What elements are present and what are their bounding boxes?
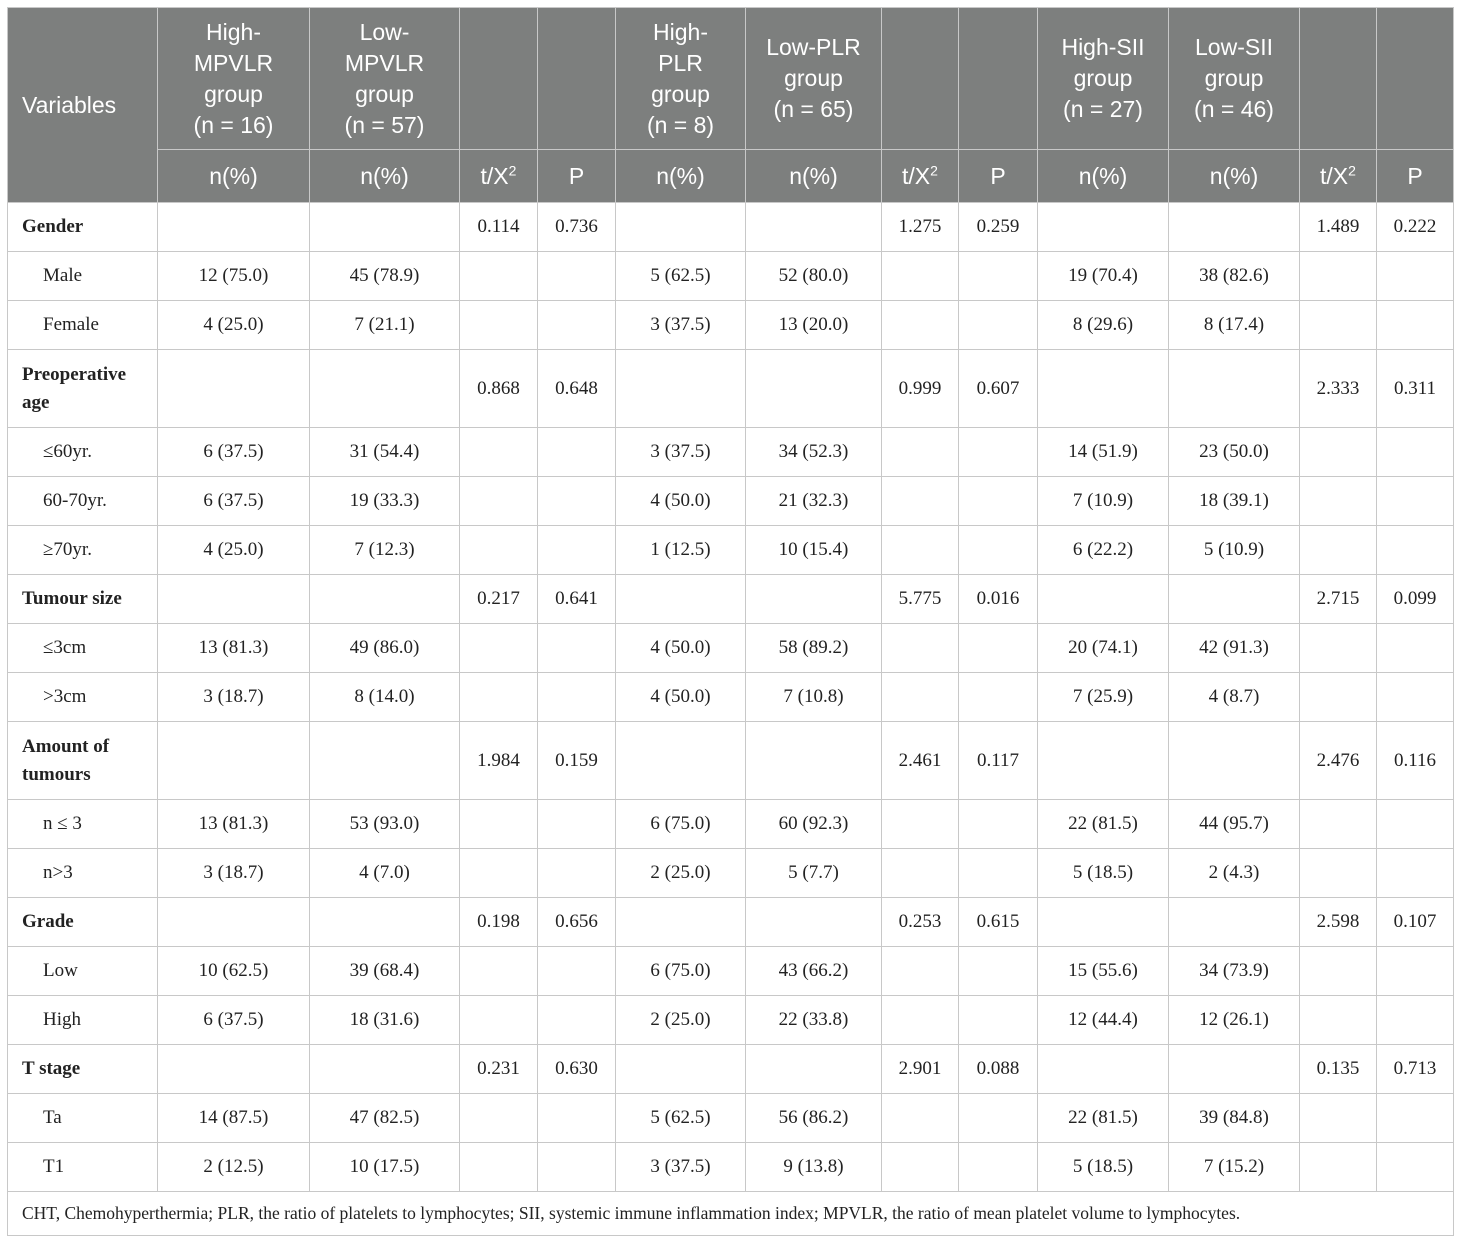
table-cell: 5 (62.5) [616,1094,746,1143]
table-cell: 2 (25.0) [616,849,746,898]
table-cell [1377,624,1454,673]
table-cell: 3 (37.5) [616,428,746,477]
category-row [8,722,1454,800]
table-cell [538,252,616,301]
table-cell: 0.016 [959,575,1038,624]
table-cell [746,350,882,428]
table-cell: 5 (62.5) [616,252,746,301]
table-cell: 13 (20.0) [746,301,882,350]
table-cell [616,1045,746,1094]
empty-header-cell [1377,8,1454,150]
table-cell [538,800,616,849]
table-cell [959,477,1038,526]
subcategory-label: High [8,996,158,1045]
table-cell [158,898,310,947]
category-row [8,350,1454,428]
t-chi-header: $t/X^2$ [882,150,959,203]
table-cell: 2.333 [1300,350,1377,428]
table-cell [746,203,882,252]
table-cell: 56 (86.2) [746,1094,882,1143]
table-cell: 0.117 [959,722,1038,800]
table-cell [959,673,1038,722]
table-cell [959,849,1038,898]
table-cell [1377,252,1454,301]
table-cell: 12 (26.1) [1169,996,1300,1045]
subcategory-label: Male [8,252,158,301]
table-cell: 1.275 [882,203,959,252]
table-cell: 8 (17.4) [1169,301,1300,350]
variable-label: Preoperative age [8,350,158,428]
table-cell [460,526,538,575]
table-cell: 4 (8.7) [1169,673,1300,722]
table-cell [882,1143,959,1192]
table-cell [538,947,616,996]
variable-label: Gender [8,203,158,252]
table-cell [1300,996,1377,1045]
subcategory-label: Ta [8,1094,158,1143]
table-cell [882,673,959,722]
table-cell [460,624,538,673]
table-cell [310,203,460,252]
n-pct-header: n(%) [746,150,882,203]
table-cell [1300,947,1377,996]
table-cell [959,1094,1038,1143]
table-cell [460,428,538,477]
table-cell [1377,1094,1454,1143]
table-cell: 5.775 [882,575,959,624]
table-cell [1300,673,1377,722]
table-cell [538,301,616,350]
subcategory-label: T1 [8,1143,158,1192]
table-cell: 4 (25.0) [158,526,310,575]
table-row [8,800,1454,849]
table-row [8,252,1454,301]
table-cell [1377,301,1454,350]
table-row [8,477,1454,526]
table-cell [158,203,310,252]
table-cell: 12 (75.0) [158,252,310,301]
group-header: Low- MPVLR group (n = 57) [310,8,460,150]
n-pct-header: n(%) [158,150,310,203]
table-cell: 2.715 [1300,575,1377,624]
table-cell [882,947,959,996]
table-cell [1038,350,1169,428]
table-cell [1300,477,1377,526]
table-cell [1038,1045,1169,1094]
table-cell: 4 (7.0) [310,849,460,898]
table-cell [1377,1143,1454,1192]
table-cell: 0.630 [538,1045,616,1094]
table-cell: 0.641 [538,575,616,624]
table-cell [1300,849,1377,898]
table-cell: 10 (15.4) [746,526,882,575]
table-cell: 39 (84.8) [1169,1094,1300,1143]
table-row [8,947,1454,996]
table-cell [1038,575,1169,624]
p-header: P [538,150,616,203]
table-cell: 18 (39.1) [1169,477,1300,526]
table-cell [1300,800,1377,849]
table-cell: 7 (10.9) [1038,477,1169,526]
table-cell: 2.461 [882,722,959,800]
table-cell: 15 (55.6) [1038,947,1169,996]
t-chi-header: $t/X^2$ [1300,150,1377,203]
table-row [8,624,1454,673]
table-cell [1300,252,1377,301]
table-cell: 0.736 [538,203,616,252]
table-cell: 49 (86.0) [310,624,460,673]
group-header: Low-SII group (n = 46) [1169,8,1300,150]
table-cell: 0.999 [882,350,959,428]
table-cell: 0.868 [460,350,538,428]
header-row-groups [8,8,1454,150]
table-row [8,301,1454,350]
table-cell: 18 (31.6) [310,996,460,1045]
table-cell: 0.088 [959,1045,1038,1094]
category-row [8,898,1454,947]
table-cell: 0.099 [1377,575,1454,624]
category-row [8,1045,1454,1094]
table-cell: 6 (22.2) [1038,526,1169,575]
table-cell [158,1045,310,1094]
table-cell [1377,526,1454,575]
table-cell: 0.648 [538,350,616,428]
table-cell: 10 (62.5) [158,947,310,996]
table-cell: 6 (75.0) [616,947,746,996]
subcategory-label: Low [8,947,158,996]
table-cell [1300,301,1377,350]
table-cell [1377,849,1454,898]
table-row [8,1094,1454,1143]
table-cell [158,722,310,800]
table-container [7,7,1453,1236]
table-cell [1300,428,1377,477]
table-cell: 0.222 [1377,203,1454,252]
table-cell: 12 (44.4) [1038,996,1169,1045]
table-cell [538,1143,616,1192]
table-cell: 9 (13.8) [746,1143,882,1192]
subcategory-label: >3cm [8,673,158,722]
table-cell: 0.259 [959,203,1038,252]
table-cell [616,203,746,252]
table-cell [959,301,1038,350]
footnote: CHT, Chemohyperthermia; PLR, the ratio of platelets to lymphocytes; SII, systemic immune inflammation index; MPVLR, the ratio of mean platelet volume to lymphocytes. [8,1192,1454,1236]
table-cell [882,849,959,898]
table-row [8,526,1454,575]
table-cell: 2 (4.3) [1169,849,1300,898]
t-chi-header: $t/X^2$ [460,150,538,203]
table-cell: 0.107 [1377,898,1454,947]
table-cell [882,526,959,575]
table-cell [1300,1143,1377,1192]
header-row-units [8,150,1454,203]
table-cell: 1.489 [1300,203,1377,252]
table-cell [959,800,1038,849]
table-cell: 20 (74.1) [1038,624,1169,673]
table-cell: 0.615 [959,898,1038,947]
table-cell: 0.159 [538,722,616,800]
table-cell [1377,673,1454,722]
table-cell [959,428,1038,477]
table-cell [310,722,460,800]
table-cell [616,350,746,428]
p-header: P [1377,150,1454,203]
table-cell: 22 (81.5) [1038,1094,1169,1143]
table-cell [746,898,882,947]
table-cell: 0.656 [538,898,616,947]
table-cell [1300,624,1377,673]
table-cell: 58 (89.2) [746,624,882,673]
table-cell: 39 (68.4) [310,947,460,996]
table-cell: 3 (37.5) [616,1143,746,1192]
table-cell: 2 (12.5) [158,1143,310,1192]
table-cell [460,849,538,898]
table-cell [1377,477,1454,526]
table-cell [538,526,616,575]
group-header: High-SII group (n = 27) [1038,8,1169,150]
table-cell: 52 (80.0) [746,252,882,301]
table-cell [882,800,959,849]
table-cell: 1 (12.5) [616,526,746,575]
table-cell: 42 (91.3) [1169,624,1300,673]
table-cell [310,898,460,947]
p-header: P [959,150,1038,203]
table-cell [460,1094,538,1143]
table-cell: 53 (93.0) [310,800,460,849]
table-cell: 0.231 [460,1045,538,1094]
table-cell: 5 (18.5) [1038,1143,1169,1192]
group-header: High- PLR group (n = 8) [616,8,746,150]
group-header: Low-PLR group (n = 65) [746,8,882,150]
table-cell [616,898,746,947]
table-cell [746,722,882,800]
table-cell [616,575,746,624]
empty-header-cell [1300,8,1377,150]
table-cell [460,800,538,849]
subcategory-label: ≥70yr. [8,526,158,575]
empty-header-cell [460,8,538,150]
table-cell [882,477,959,526]
table-cell: 0.116 [1377,722,1454,800]
table-cell [746,575,882,624]
table-cell: 44 (95.7) [1169,800,1300,849]
table-cell [882,252,959,301]
table-row [8,996,1454,1045]
empty-header-cell [538,8,616,150]
group-header: High- MPVLR group (n = 16) [158,8,310,150]
table-cell [959,624,1038,673]
table-cell [460,996,538,1045]
table-row [8,849,1454,898]
table-cell [746,1045,882,1094]
table-cell: 6 (75.0) [616,800,746,849]
table-cell: 2 (25.0) [616,996,746,1045]
table-row [8,428,1454,477]
variable-label: Tumour size [8,575,158,624]
table-cell: 7 (15.2) [1169,1143,1300,1192]
table-cell: 4 (50.0) [616,673,746,722]
table-cell: 5 (10.9) [1169,526,1300,575]
table-cell: 60 (92.3) [746,800,882,849]
table-cell [538,673,616,722]
table-cell [1377,428,1454,477]
table-cell: 1.984 [460,722,538,800]
table-cell: 0.311 [1377,350,1454,428]
table-cell: 0.217 [460,575,538,624]
table-cell [1038,203,1169,252]
footnote-row [8,1192,1454,1236]
table-cell [882,301,959,350]
category-row [8,575,1454,624]
table-cell: 6 (37.5) [158,428,310,477]
table-cell: 2.598 [1300,898,1377,947]
table-cell: 3 (18.7) [158,673,310,722]
table-cell [1038,898,1169,947]
table-cell [616,722,746,800]
table-cell [1169,203,1300,252]
table-cell [538,1094,616,1143]
table-cell: 2.901 [882,1045,959,1094]
table-cell: 4 (25.0) [158,301,310,350]
table-cell [460,252,538,301]
table-row [8,1143,1454,1192]
table-cell [1300,526,1377,575]
table-cell: 0.713 [1377,1045,1454,1094]
variables-header: Variables [8,8,158,203]
table-cell [460,301,538,350]
table-cell [460,673,538,722]
n-pct-header: n(%) [616,150,746,203]
n-pct-header: n(%) [1038,150,1169,203]
subcategory-label: ≤3cm [8,624,158,673]
table-cell [538,428,616,477]
table-cell [310,1045,460,1094]
table-cell [959,1143,1038,1192]
table-cell: 8 (14.0) [310,673,460,722]
table-cell [1169,1045,1300,1094]
table-cell: 34 (52.3) [746,428,882,477]
table-cell [1377,947,1454,996]
table-cell [460,947,538,996]
table-cell [1169,722,1300,800]
table-cell: 2.476 [1300,722,1377,800]
table-cell [1038,722,1169,800]
table-cell: 0.607 [959,350,1038,428]
table-cell: 0.253 [882,898,959,947]
table-cell [959,252,1038,301]
table-cell: 7 (12.3) [310,526,460,575]
table-cell: 5 (18.5) [1038,849,1169,898]
table-cell: 5 (7.7) [746,849,882,898]
subcategory-label: Female [8,301,158,350]
table-cell [882,624,959,673]
table-cell: 6 (37.5) [158,477,310,526]
table-cell: 4 (50.0) [616,624,746,673]
table-cell: 14 (87.5) [158,1094,310,1143]
empty-header-cell [959,8,1038,150]
table-cell [882,1094,959,1143]
table-cell: 6 (37.5) [158,996,310,1045]
table-cell [1169,575,1300,624]
table-cell: 21 (32.3) [746,477,882,526]
table-cell [538,849,616,898]
subcategory-label: n>3 [8,849,158,898]
table-cell: 13 (81.3) [158,800,310,849]
subcategory-label: ≤60yr. [8,428,158,477]
subcategory-label: 60-70yr. [8,477,158,526]
table-cell: 22 (33.8) [746,996,882,1045]
table-cell [460,1143,538,1192]
table-cell [460,477,538,526]
table-cell [1169,350,1300,428]
table-cell [882,996,959,1045]
table-cell [310,350,460,428]
table-cell: 8 (29.6) [1038,301,1169,350]
variable-label: T stage [8,1045,158,1094]
table-cell: 10 (17.5) [310,1143,460,1192]
n-pct-header: n(%) [1169,150,1300,203]
table-cell: 7 (10.8) [746,673,882,722]
table-cell: 0.135 [1300,1045,1377,1094]
table-cell [1377,800,1454,849]
table-cell: 45 (78.9) [310,252,460,301]
table-cell [1169,898,1300,947]
table-cell: 4 (50.0) [616,477,746,526]
table-cell [959,996,1038,1045]
table-cell: 38 (82.6) [1169,252,1300,301]
table-cell: 13 (81.3) [158,624,310,673]
subcategory-label: n ≤ 3 [8,800,158,849]
variable-label: Amount of tumours [8,722,158,800]
table-cell [959,947,1038,996]
table-cell: 23 (50.0) [1169,428,1300,477]
table-cell [1300,1094,1377,1143]
table-cell: 31 (54.4) [310,428,460,477]
table-cell [538,624,616,673]
table-cell: 7 (21.1) [310,301,460,350]
variable-label: Grade [8,898,158,947]
table-cell: 3 (37.5) [616,301,746,350]
table-cell [882,428,959,477]
table-cell: 14 (51.9) [1038,428,1169,477]
n-pct-header: n(%) [310,150,460,203]
table-cell: 7 (25.9) [1038,673,1169,722]
table-cell: 0.198 [460,898,538,947]
table-cell [310,575,460,624]
table-cell: 3 (18.7) [158,849,310,898]
table-cell: 22 (81.5) [1038,800,1169,849]
table-cell: 19 (33.3) [310,477,460,526]
table-row [8,673,1454,722]
empty-header-cell [882,8,959,150]
table-cell [538,477,616,526]
table-cell: 47 (82.5) [310,1094,460,1143]
data-table [7,7,1454,1236]
table-cell: 43 (66.2) [746,947,882,996]
table-cell [959,526,1038,575]
table-cell [158,575,310,624]
table-cell [538,996,616,1045]
table-cell: 34 (73.9) [1169,947,1300,996]
table-cell: 19 (70.4) [1038,252,1169,301]
table-body [8,203,1454,1192]
table-cell: 0.114 [460,203,538,252]
table-cell [158,350,310,428]
table-cell [1377,996,1454,1045]
category-row [8,203,1454,252]
